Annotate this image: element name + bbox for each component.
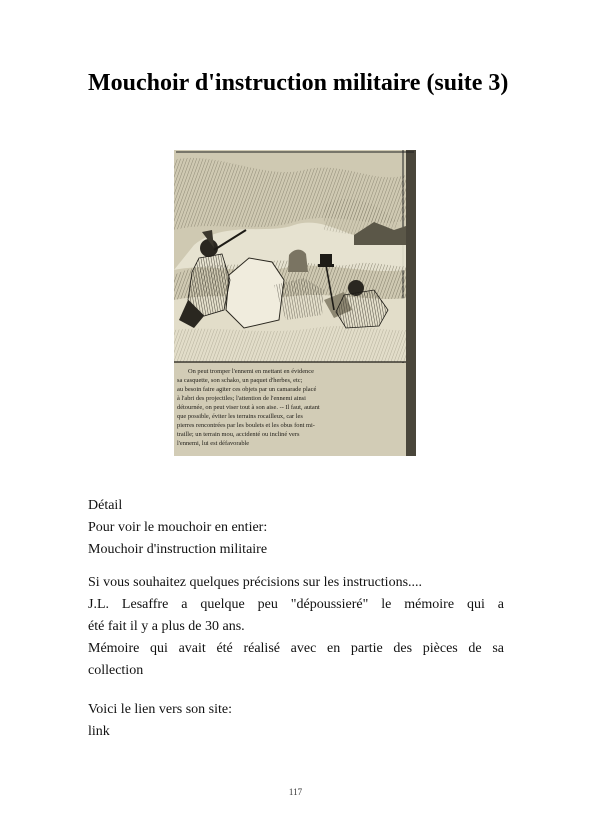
caption-line: à l'abri des projectiles; l'attention de l'ennemi ainsi — [177, 395, 306, 402]
caption-line: pierres rencontrées par les boulets et les obus font mi- — [177, 422, 315, 429]
paragraph-line: été fait il y a plus de 30 ans. — [88, 619, 245, 634]
caption-line: au besoin faire agiter ces objets par un camarade placé — [177, 386, 317, 393]
engraving-svg — [174, 150, 416, 456]
detail-paragraph — [88, 495, 504, 561]
paragraph-line: collection — [88, 663, 144, 678]
detail-label: Détail — [88, 498, 123, 513]
page-number: 117 — [288, 787, 303, 797]
instructions-paragraph — [88, 572, 504, 682]
site-paragraph — [88, 699, 504, 743]
page-title: Mouchoir d'instruction militaire (suite 3) — [88, 70, 509, 96]
paragraph-line: J.L. Lesaffre a quelque peu "dépoussieré" le mémoire qui a — [88, 597, 504, 612]
caption-line: détournée, on peut viser tout à son aise. -- Il faut, autant — [177, 404, 320, 411]
caption-line: traille; un terrain mou, accidenté ou incliné vers — [177, 431, 300, 438]
paragraph-line: Mémoire qui avait été réalisé avec en partie des pièces de sa — [88, 641, 504, 656]
see-full-text: Pour voir le mouchoir en entier: — [88, 520, 268, 535]
site-link[interactable]: link — [88, 724, 110, 739]
paragraph-line: Si vous souhaitez quelques précisions sur les instructions.... — [88, 575, 423, 590]
full-handkerchief-link[interactable]: Mouchoir d'instruction militaire — [88, 542, 268, 557]
engraving-illustration — [174, 150, 416, 456]
caption-line: sa casquette, son schako, un paquet d'herbes, etc; — [177, 377, 303, 384]
caption-line: On peut tromper l'ennemi en mettant en évidence — [188, 368, 314, 375]
engraving-caption — [177, 368, 320, 447]
site-intro: Voici le lien vers son site: — [88, 702, 232, 717]
caption-line: que possible, éviter les terrains rocailleux, car les — [177, 413, 303, 420]
caption-line: l'ennemi, lui est défavorable — [177, 440, 250, 447]
